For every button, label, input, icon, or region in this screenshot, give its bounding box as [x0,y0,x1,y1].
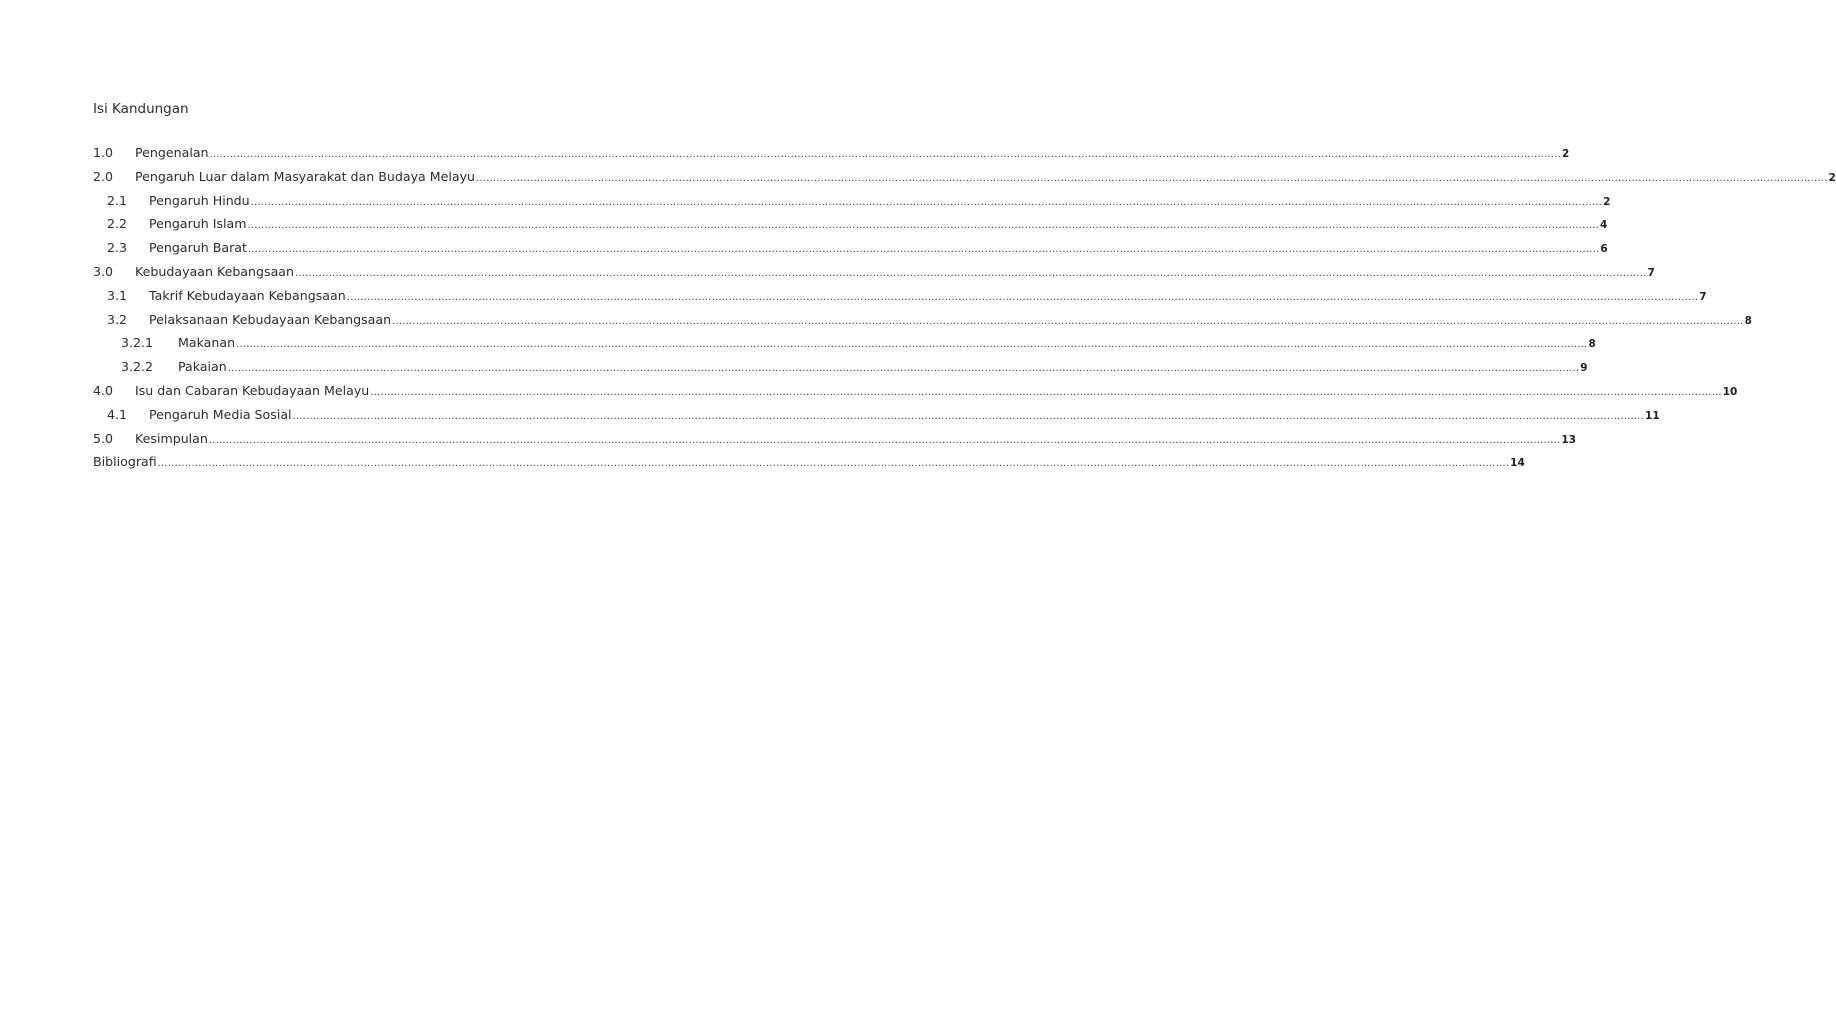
toc-entry-label: Pengenalan [135,145,209,160]
toc-entry-line [135,430,1576,450]
dot-leader: ................................................................................................................................................................................................................................................................................................................................................................................................................ [157,458,1510,470]
toc-entry-line [135,168,1836,188]
toc-entry-label: Pengaruh Hindu [149,192,250,208]
toc-entry-page-number: 6 [1600,243,1608,256]
toc-entry-number: 2.3 [107,240,128,256]
toc-entry-number: 3.0 [93,264,114,279]
toc-entry-page-number: 11 [1645,409,1660,422]
toc-entry-number: 2.1 [107,192,128,208]
toc-entry-line [135,382,1738,402]
dot-leader: ................................................................................................................................................................................................................................................................................................................................................................................................................ [236,339,1588,351]
toc-entry-number: 2.0 [93,168,114,184]
toc-entry-line [149,287,1707,307]
toc-entry-number: 3.2.1 [121,335,154,351]
toc-entry-page-number: 4 [1599,219,1608,232]
toc-entry-label: Pengaruh Barat [149,240,247,256]
toc-entry-label: Makanan [178,335,236,351]
toc-entry-label: Isu dan Cabaran Kebudayaan Melayu [135,383,370,398]
toc-entry[interactable] [0,453,1525,471]
toc-entry-line [93,453,1525,473]
toc-entry-page-number: 2 [1828,171,1836,184]
toc-entry-page-number: 7 [1647,267,1655,279]
toc-entry-label: Pengaruh Islam [149,216,247,232]
toc-entry-label: Bibliografi [93,454,157,470]
toc-entry-label: Pelaksanaan Kebudayaan Kebangsaan [149,311,392,327]
toc-entry-line [149,239,1608,259]
toc-entry-line [178,358,1588,378]
dot-leader: ................................................................................................................................................................................................................................................................................................................................................................................................................ [292,410,1645,422]
toc-entry-number: 3.2 [107,311,128,327]
toc-entry-number: 2.2 [107,216,128,232]
toc-entry[interactable] [0,334,1596,352]
dot-leader: ................................................................................................................................................................................................................................................................................................................................................................................................................ [227,363,1580,375]
toc-entry[interactable] [0,287,1707,305]
toc-entry[interactable] [0,168,1836,186]
dot-leader: ................................................................................................................................................................................................................................................................................................................................................................................................................ [392,315,1744,327]
toc-entry-label: Kesimpulan [135,430,208,446]
toc-entry-page-number: 9 [1580,362,1588,375]
toc-entry-number: 5.0 [93,430,114,446]
toc-entry[interactable] [0,144,1570,162]
toc-title: Isi Kandungan [93,101,189,117]
toc-entry-line [178,334,1596,354]
toc-entry-page-number: 14 [1510,457,1525,470]
toc-entry[interactable] [0,382,1738,400]
toc-entry-label: Pengaruh Luar dalam Masyarakat dan Budaya Melayu [135,168,476,184]
toc-entry[interactable] [0,430,1576,448]
toc-entry-label: Kebudayaan Kebangsaan [135,264,294,279]
toc-entry-number: 1.0 [93,145,114,160]
toc-entry[interactable] [0,192,1611,210]
dot-leader: ................................................................................................................................................................................................................................................................................................................................................................................................................ [370,387,1722,398]
toc-entry[interactable] [0,215,1608,233]
toc-entry-number: 4.1 [107,406,128,422]
dot-leader: ................................................................................................................................................................................................................................................................................................................................................................................................................ [250,196,1603,208]
toc-entry-page-number: 2 [1603,195,1611,208]
toc-entry-line [149,192,1611,212]
toc-entry-line [149,311,1752,331]
toc-entry-number: 3.2.2 [121,359,154,375]
toc-entry-page-number: 13 [1561,433,1576,446]
toc-entry-line [135,263,1655,283]
toc-entry-page-number: 10 [1722,386,1738,398]
toc-entry[interactable] [0,358,1588,376]
toc-entry-line [149,406,1660,426]
toc-entry-line [135,144,1570,164]
toc-entry-line [149,215,1608,235]
toc-entry-page-number: 8 [1744,314,1752,327]
toc-entry[interactable] [0,239,1608,257]
dot-leader: ................................................................................................................................................................................................................................................................................................................................................................................................................ [247,220,1599,232]
toc-entry[interactable] [0,406,1660,424]
toc-entry-page-number: 7 [1699,290,1707,303]
dot-leader: ................................................................................................................................................................................................................................................................................................................................................................................................................ [247,244,1600,256]
dot-leader: ................................................................................................................................................................................................................................................................................................................................................................................................................ [294,268,1647,279]
toc-entry[interactable] [0,311,1752,329]
toc-entry-label: Pakaian [178,359,227,375]
toc-entry[interactable] [0,263,1655,281]
toc-entry-page-number: 2 [1562,148,1570,160]
toc-entry-label: Takrif Kebudayaan Kebangsaan [149,287,346,303]
dot-leader: ................................................................................................................................................................................................................................................................................................................................................................................................................ [346,291,1699,303]
dot-leader: ................................................................................................................................................................................................................................................................................................................................................................................................................ [209,149,1561,160]
toc-entry-number: 3.1 [107,287,128,303]
dot-leader: ................................................................................................................................................................................................................................................................................................................................................................................................................ [208,434,1561,446]
toc-entry-number: 4.0 [93,383,114,398]
dot-leader: ................................................................................................................................................................................................................................................................................................................................................................................................................ [476,172,1828,184]
toc-entry-label: Pengaruh Media Sosial [149,406,292,422]
toc-entry-page-number: 8 [1588,338,1596,351]
